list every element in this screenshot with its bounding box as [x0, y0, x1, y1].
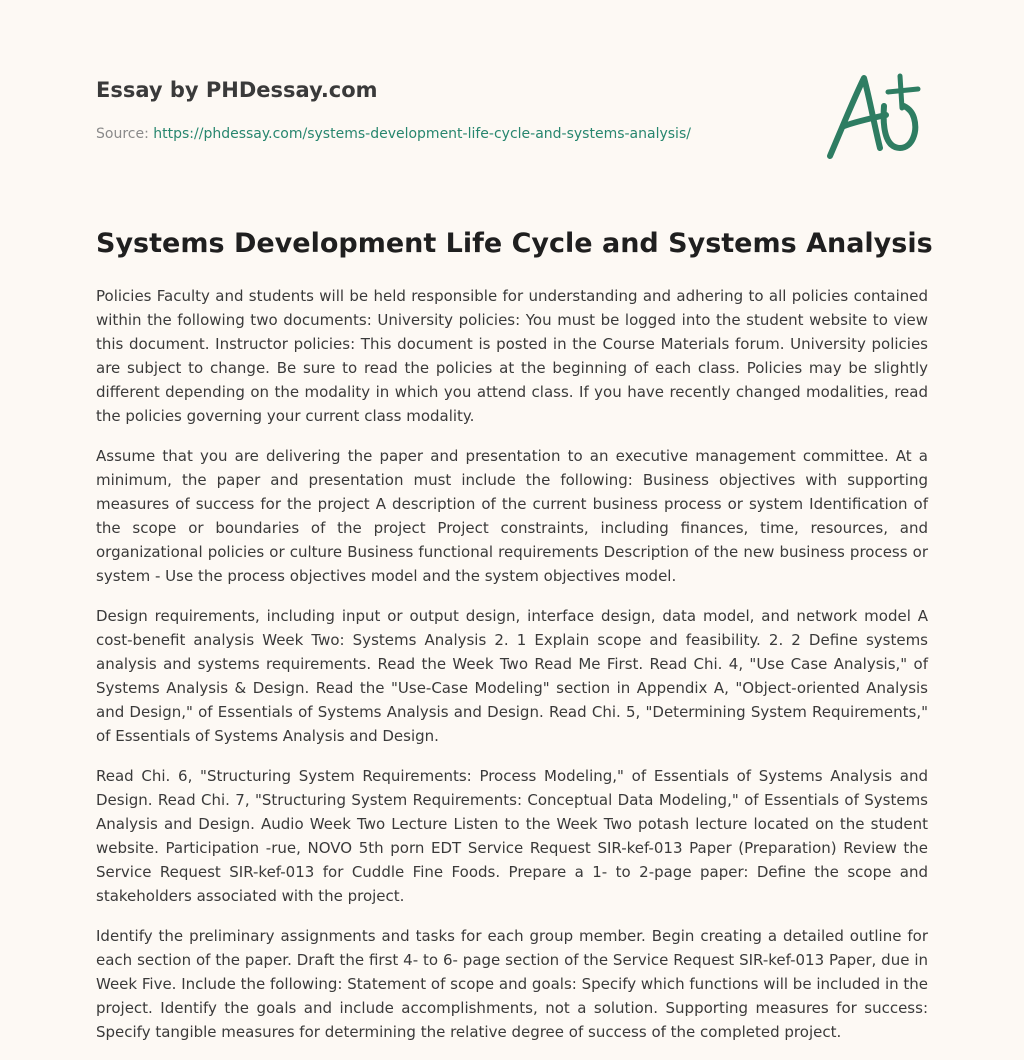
- essay-header: [96, 74, 796, 144]
- paragraph: Read Chi. 6, "Structuring System Requirements: Process Modeling," of Essentials of Systems Analysis and Design. Read Chi. 7, "Structuring System Requirements: Conceptual Data Modeling," of Essentials of Systems Analysis and Design. Audio Week Two Lecture Listen to the Week Two potash lecture located on the student website. Participation -rue, NOVO 5th porn EDT Service Request SIR-kef-013 Paper (Preparation) Review the Service Request SIR-kef-013 for Cuddle Fine Foods. Prepare a 1- to 2-page paper: Define the scope and stakeholders associated with the project.: [96, 767, 928, 905]
- source-label: Source:: [96, 126, 149, 142]
- paragraph: Policies Faculty and students will be held responsible for understanding and adhering to all policies contained within the following two documents: University policies: You must be logged into the student website to view this document. Instructor policies: This document is posted in the Course Materials forum. University policies are subject to change. Be sure to read the policies at the beginning of each class. Policies may be slightly different depending on the modality in which you attend class. If you have recently changed modalities, read the policies governing your current class modality.: [96, 287, 928, 425]
- essay-title: Systems Development Life Cycle and Systems Analysis: [96, 228, 933, 259]
- source-link[interactable]: https://phdessay.com/systems-development-life-cycle-and-systems-analysis/: [153, 126, 691, 142]
- paragraph: Identify the preliminary assignments and tasks for each group member. Begin creating a detailed outline for each section of the paper. Draft the first 4- to 6- page section of the Service Request SIR-kef-013 Paper, due in Week Five. Include the following: Statement of scope and goals: Specify which functions will be included in the project. Identify the goals and include accomplishments, not a solution. Supporting measures for success: Specify tangible measures for determining the relative degree of success of the completed project.: [96, 927, 929, 1041]
- brand-title: Essay by PHDessay.com: [96, 78, 378, 102]
- essay-body: [96, 284, 928, 1060]
- paragraph: Assume that you are delivering the paper and presentation to an executive management committee. At a minimum, the paper and presentation must include the following: Business objectives with supporting measures of success for the project A description of the current business process or system Identification of the scope or boundaries of the project Project constraints, including finances, time, resources, and organizational policies or culture Business functional requirements Description of the new business process or system - Use the process objectives model and the system objectives model.: [96, 447, 928, 585]
- paragraph: Design requirements, including input or output design, interface design, data model, and network model A cost-benefit analysis Week Two: Systems Analysis 2. 1 Explain scope and feasibility. 2. 2 Define systems analysis and systems requirements. Read the Week Two Read Me First. Read Chi. 4, "Use Case Analysis," of Systems Analysis & Design. Read the "Use-Case Modeling" section in Appendix A, "Object-oriented Analysis and Design," of Essentials of Systems Analysis and Design. Read Chi. 5, "Determining System Requirements," of Essentials of Systems Analysis and Design.: [96, 607, 928, 745]
- a-plus-logo-icon: [822, 68, 928, 164]
- source-line: [96, 124, 796, 144]
